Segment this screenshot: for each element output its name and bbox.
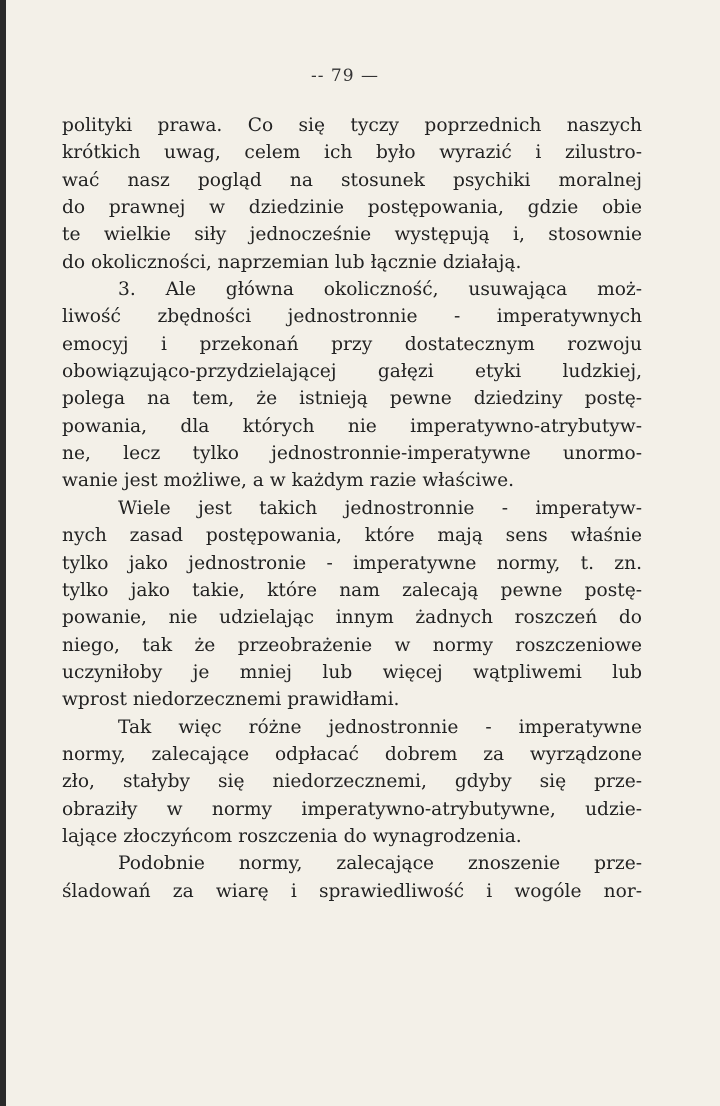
text-line: emocyj i przekonań przy dostatecznym rozwoju xyxy=(62,333,642,355)
text-line: te wielkie siły jednocześnie występują i, stosownie xyxy=(62,224,642,246)
text-line: wprost niedorzecznemi prawidłami. xyxy=(62,689,400,711)
text-line: wanie jest możliwe, a w każdym razie właściwe. xyxy=(62,470,515,492)
page-number: -- 79 — xyxy=(311,66,379,86)
text-line: niego, tak że przeobrażenie w normy roszczeniowe xyxy=(62,634,642,656)
text-line: obraziły w normy imperatywno-atrybutywne, udzie- xyxy=(62,798,642,820)
text-line: obowiązująco-przydzielającej gałęzi etyki ludzkiej, xyxy=(62,361,642,383)
text-line: uczyniłoby je mniej lub więcej wątpliwemi lub xyxy=(62,661,642,683)
text-line: normy, zalecające odpłacać dobrem za wyrządzone xyxy=(62,743,642,765)
text-line: polityki prawa. Co się tyczy poprzednich naszych xyxy=(62,115,642,136)
text-line: powania, dla których nie imperatywno-atrybutyw- xyxy=(62,415,642,437)
text-line: do prawnej w dziedzinie postępowania, gdzie obie xyxy=(62,197,642,219)
text-line: ne, lecz tylko jednostronnie-imperatywne unormo- xyxy=(62,443,642,465)
page-binding-edge xyxy=(0,0,6,1106)
text-line: Wiele jest takich jednostronnie - imperatyw- xyxy=(118,497,642,519)
text-line: zło, stałyby się niedorzecznemi, gdyby się prze- xyxy=(62,771,642,793)
text-line: liwość zbędności jednostronnie - imperatywnych xyxy=(62,306,642,328)
text-line: Podobnie normy, zalecające znoszenie prze- xyxy=(118,853,642,875)
text-line: nych zasad postępowania, które mają sens właśnie xyxy=(62,525,642,547)
body-text xyxy=(62,112,642,905)
text-line: polega na tem, że istnieją pewne dziedziny postę- xyxy=(62,388,642,410)
text-line: tylko jako jednostronie - imperatywne normy, t. zn. xyxy=(62,552,642,574)
text-line: tylko jako takie, które nam zalecają pewne postę- xyxy=(62,579,642,601)
text-line: lające złoczyńcom roszczenia do wynagrodzenia. xyxy=(62,825,522,847)
text-line: krótkich uwag, celem ich było wyrazić i zilustro- xyxy=(62,142,642,164)
text-line: powanie, nie udzielając innym żadnych roszczeń do xyxy=(62,607,642,629)
text-line: Tak więc różne jednostronnie - imperatywne xyxy=(118,716,642,738)
text-line: wać nasz pogląd na stosunek psychiki moralnej xyxy=(62,169,642,191)
text-line: 3. Ale główna okoliczność, usuwająca moż- xyxy=(118,279,642,301)
text-line: do okoliczności, naprzemian lub łącznie działają. xyxy=(62,251,522,273)
text-line: śladowań za wiarę i sprawiedliwość i wogóle nor- xyxy=(62,880,642,902)
